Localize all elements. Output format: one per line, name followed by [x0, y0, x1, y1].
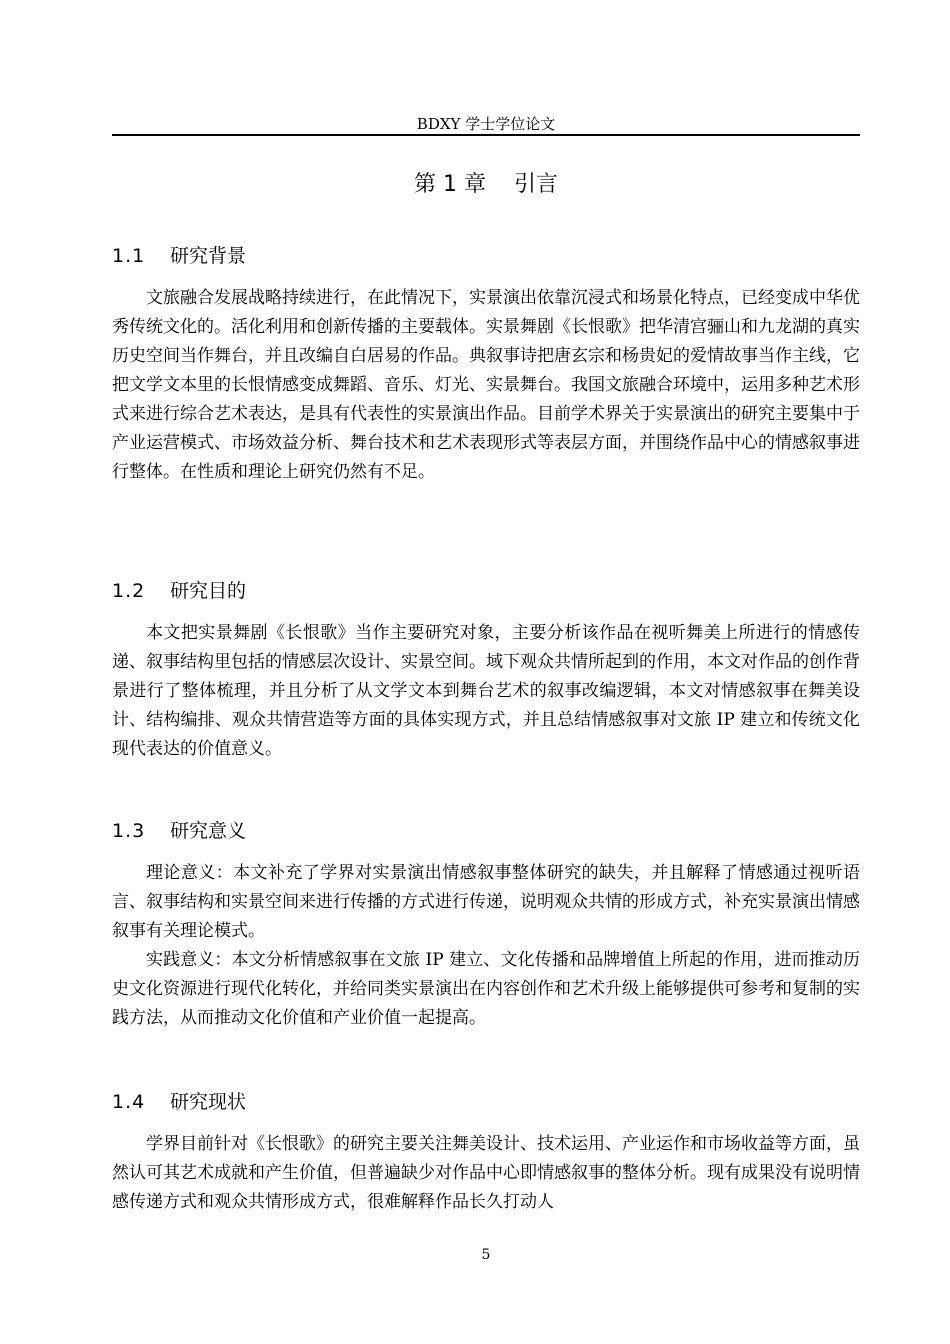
section-title: 研究背景 [170, 245, 247, 267]
paragraph: 本文把实景舞剧《长恨歌》当作主要研究对象，主要分析该作品在视听舞美上所进行的情感传递、叙事结构里包括的情感层次设计、实景空间。域下观众共情所起到的作用，本文对作品的创作背景进行了整体梳理，并且分析了从文学文本到舞台艺术的叙事改编逻辑，本文对情感叙事在舞美设计、结构编排、观众共情营造等方面的具体实现方式，并且总结情感叙事对文旅 IP 建立和传统文化现代表达的价值意义。 [112, 623, 860, 759]
section-heading [112, 242, 860, 270]
section-number: 1.3 [112, 820, 146, 842]
section-number: 1.1 [112, 245, 146, 267]
section-heading [112, 817, 860, 845]
section-1-2 [112, 577, 860, 764]
section-1-4 [112, 1088, 860, 1217]
paragraph: 学界目前针对《长恨歌》的研究主要关注舞美设计、技术运用、产业运作和市场收益等方面，虽然认可其艺术成就和产生价值，但普遍缺少对作品中心即情感叙事的整体分析。现有成果没有说明情感传递方式和观众共情形成方式，很难解释作品长久打动人 [112, 1134, 860, 1212]
section-1-3 [112, 817, 860, 1033]
header-rule [112, 134, 860, 136]
section-number: 1.4 [112, 1091, 146, 1113]
section-title: 研究目的 [170, 580, 247, 602]
section-heading [112, 577, 860, 605]
section-title: 研究意义 [170, 820, 247, 842]
chapter-title: 第 1 章 引言 [414, 172, 558, 197]
page-number: 5 [481, 1247, 491, 1263]
running-header: BDXY 学士学位论文 [416, 115, 556, 133]
paragraph: 实践意义：本文分析情感叙事在文旅 IP 建立、文化传播和品牌增值上所起的作用，进而推动历史文化资源进行现代化转化，并给同类实景演出在内容创作和艺术升级上能够提供可参考和复制的实践方法，从而推动文化价值和产业价值一起提高。 [112, 950, 860, 1028]
section-1-1 [112, 242, 860, 487]
paragraph: 文旅融合发展战略持续进行，在此情况下，实景演出依靠沉浸式和场景化特点，已经变成中华优秀传统文化的。活化利用和创新传播的主要载体。实景舞剧《长恨歌》把华清宫骊山和九龙湖的真实历史空间当作舞台，并且改编自白居易的作品。典叙事诗把唐玄宗和杨贵妃的爱情故事当作主线，它把文学文本里的长恨情感变成舞蹈、音乐、灯光、实景舞台。我国文旅融合环境中，运用多种艺术形式来进行综合艺术表达，是具有代表性的实景演出作品。目前学术界关于实景演出的研究主要集中于产业运营模式、市场效益分析、舞台技术和艺术表现形式等表层方面，并围绕作品中心的情感叙事进行整体。在性质和理论上研究仍然有不足。 [112, 288, 860, 482]
section-heading [112, 1088, 860, 1116]
paragraph: 理论意义：本文补充了学界对实景演出情感叙事整体研究的缺失，并且解释了情感通过视听语言、叙事结构和实景空间来进行传播的方式进行传递，说明观众共情的形成方式，补充实景演出情感叙事有关理论模式。 [112, 863, 860, 941]
section-title: 研究现状 [170, 1091, 247, 1113]
section-number: 1.2 [112, 580, 146, 602]
